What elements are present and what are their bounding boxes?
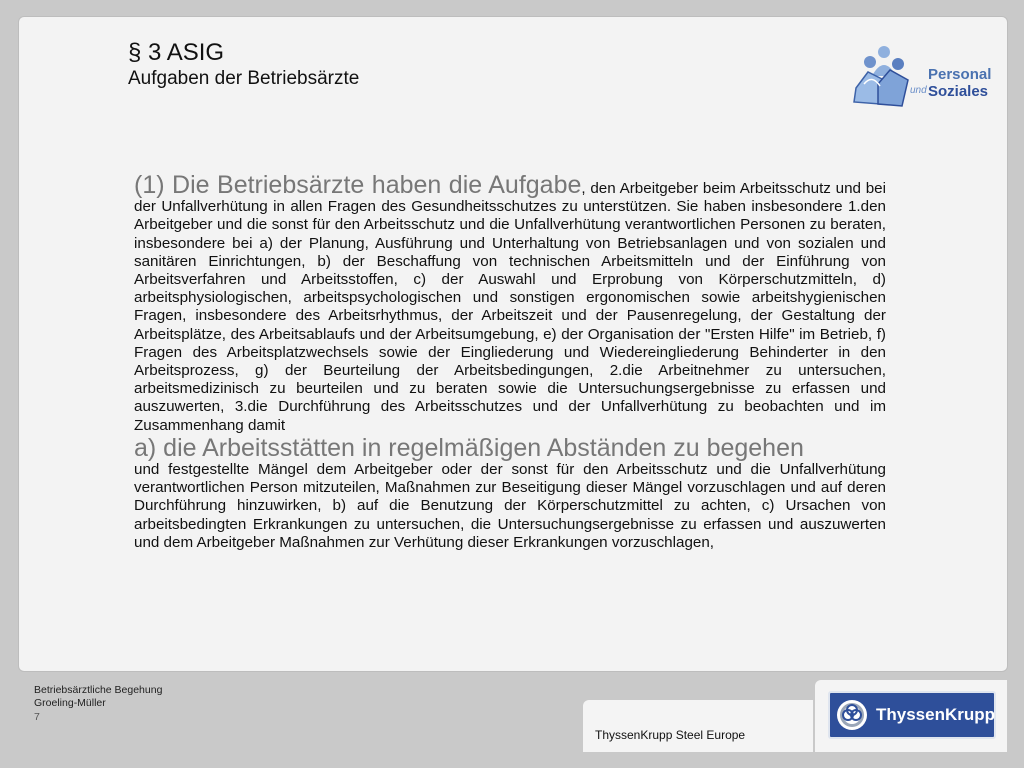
paragraph-2-body: und festgestellte Mängel dem Arbeitgeber oder der sonst für den Arbeitsschutz und die Unfallverhütung verantwortlichen Person mitzuteilen, Maßnahmen zur Beseitigung dieser Mängel vorzuschlagen und auf deren Durchführung hinzuwirken, b) auf die Benutzung der Körperschutzmittel zu achten, c) Ursachen von arbeitsbedingten Erkrankungen zu untersuchen, die Untersuchungsergebnisse zu erfassen und auszuwerten und dem Arbeitgeber Maßnahmen zur Verhütung dieser Erkrankungen vorzuschlagen,	[134, 461, 886, 551]
page-title: § 3 ASIG	[128, 39, 225, 66]
page-subtitle: Aufgaben der Betriebsärzte	[128, 68, 360, 89]
logo-text-und: und	[910, 85, 927, 96]
personal-soziales-logo	[850, 44, 1000, 114]
logo-text-soziales: Soziales	[928, 83, 989, 100]
footer-title: Betriebsärztliche Begehung	[34, 684, 163, 696]
thyssenkrupp-logo	[828, 691, 996, 739]
footer-company-text: ThyssenKrupp Steel Europe	[595, 728, 746, 742]
body-text	[134, 172, 886, 552]
page-number: 7	[34, 711, 40, 723]
logo-text-personal: Personal	[928, 66, 992, 83]
paragraph-1-lead: (1) Die Betriebsärzte haben die Aufgabe	[134, 171, 582, 199]
thyssenkrupp-emblem-icon	[836, 699, 868, 731]
paragraph-2	[134, 435, 886, 552]
paragraph-1-body: , den Arbeitgeber beim Arbeitsschutz und bei der Unfallverhütung in allen Fragen des Gesundheitsschutzes zu unterstützen. Sie haben insbesondere 1.den Arbeitgeber und die sonst für den Arbeitsschutz und die Unfallverhütung verantwortlichen Personen zu beraten, insbesondere bei a) der Planung, Ausführung und Unterhaltung von Betriebsanlagen und von sozialen und sanitären Einrichtungen, b) der Beschaffung von technischen Arbeitsmitteln und der Einführung von Arbeitsverfahren und Arbeitsstoffen, c) der Auswahl und Erprobung von Körperschutzmitteln, d) arbeitsphysiologischen, arbeitspsychologischen und sonstigen ergonomischen sowie arbeitshygienischen Fragen, insbesondere des Arbeitsrhythmus, der Arbeitszeit und der Pausenregelung, der Gestaltung der Arbeitsplätze, des Arbeitsablaufs und der Arbeitsumgebung, e) der Organisation der "Ersten Hilfe" im Betrieb, f) Fragen des Arbeitsplatzwechsels sowie der Eingliederung und Wiedereingliederung Behinderter in den Arbeitsprozess, g) der Beurteilung der Arbeitsbedingungen, 2.die Arbeitnehmer zu untersuchen, arbeitsmedizinisch zu beurteilen und zu beraten sowie die Untersuchungsergebnisse zu erfassen und auszuwerten, 3.die Durchführung des Arbeitsschutzes und der Unfallverhütung zu beobachten und im Zusammenhang damit	[134, 180, 886, 434]
people-group-icon	[850, 44, 926, 110]
paragraph-2-lead: a) die Arbeitsstätten in regelmäßigen Abständen zu begehen	[134, 433, 804, 462]
footer-info	[34, 684, 162, 724]
thyssenkrupp-wordmark: ThyssenKrupp	[876, 705, 996, 724]
title-block	[128, 40, 359, 90]
footer-company-box	[583, 700, 813, 752]
paragraph-1	[134, 172, 886, 435]
footer-author: Groeling-Müller	[34, 697, 106, 709]
